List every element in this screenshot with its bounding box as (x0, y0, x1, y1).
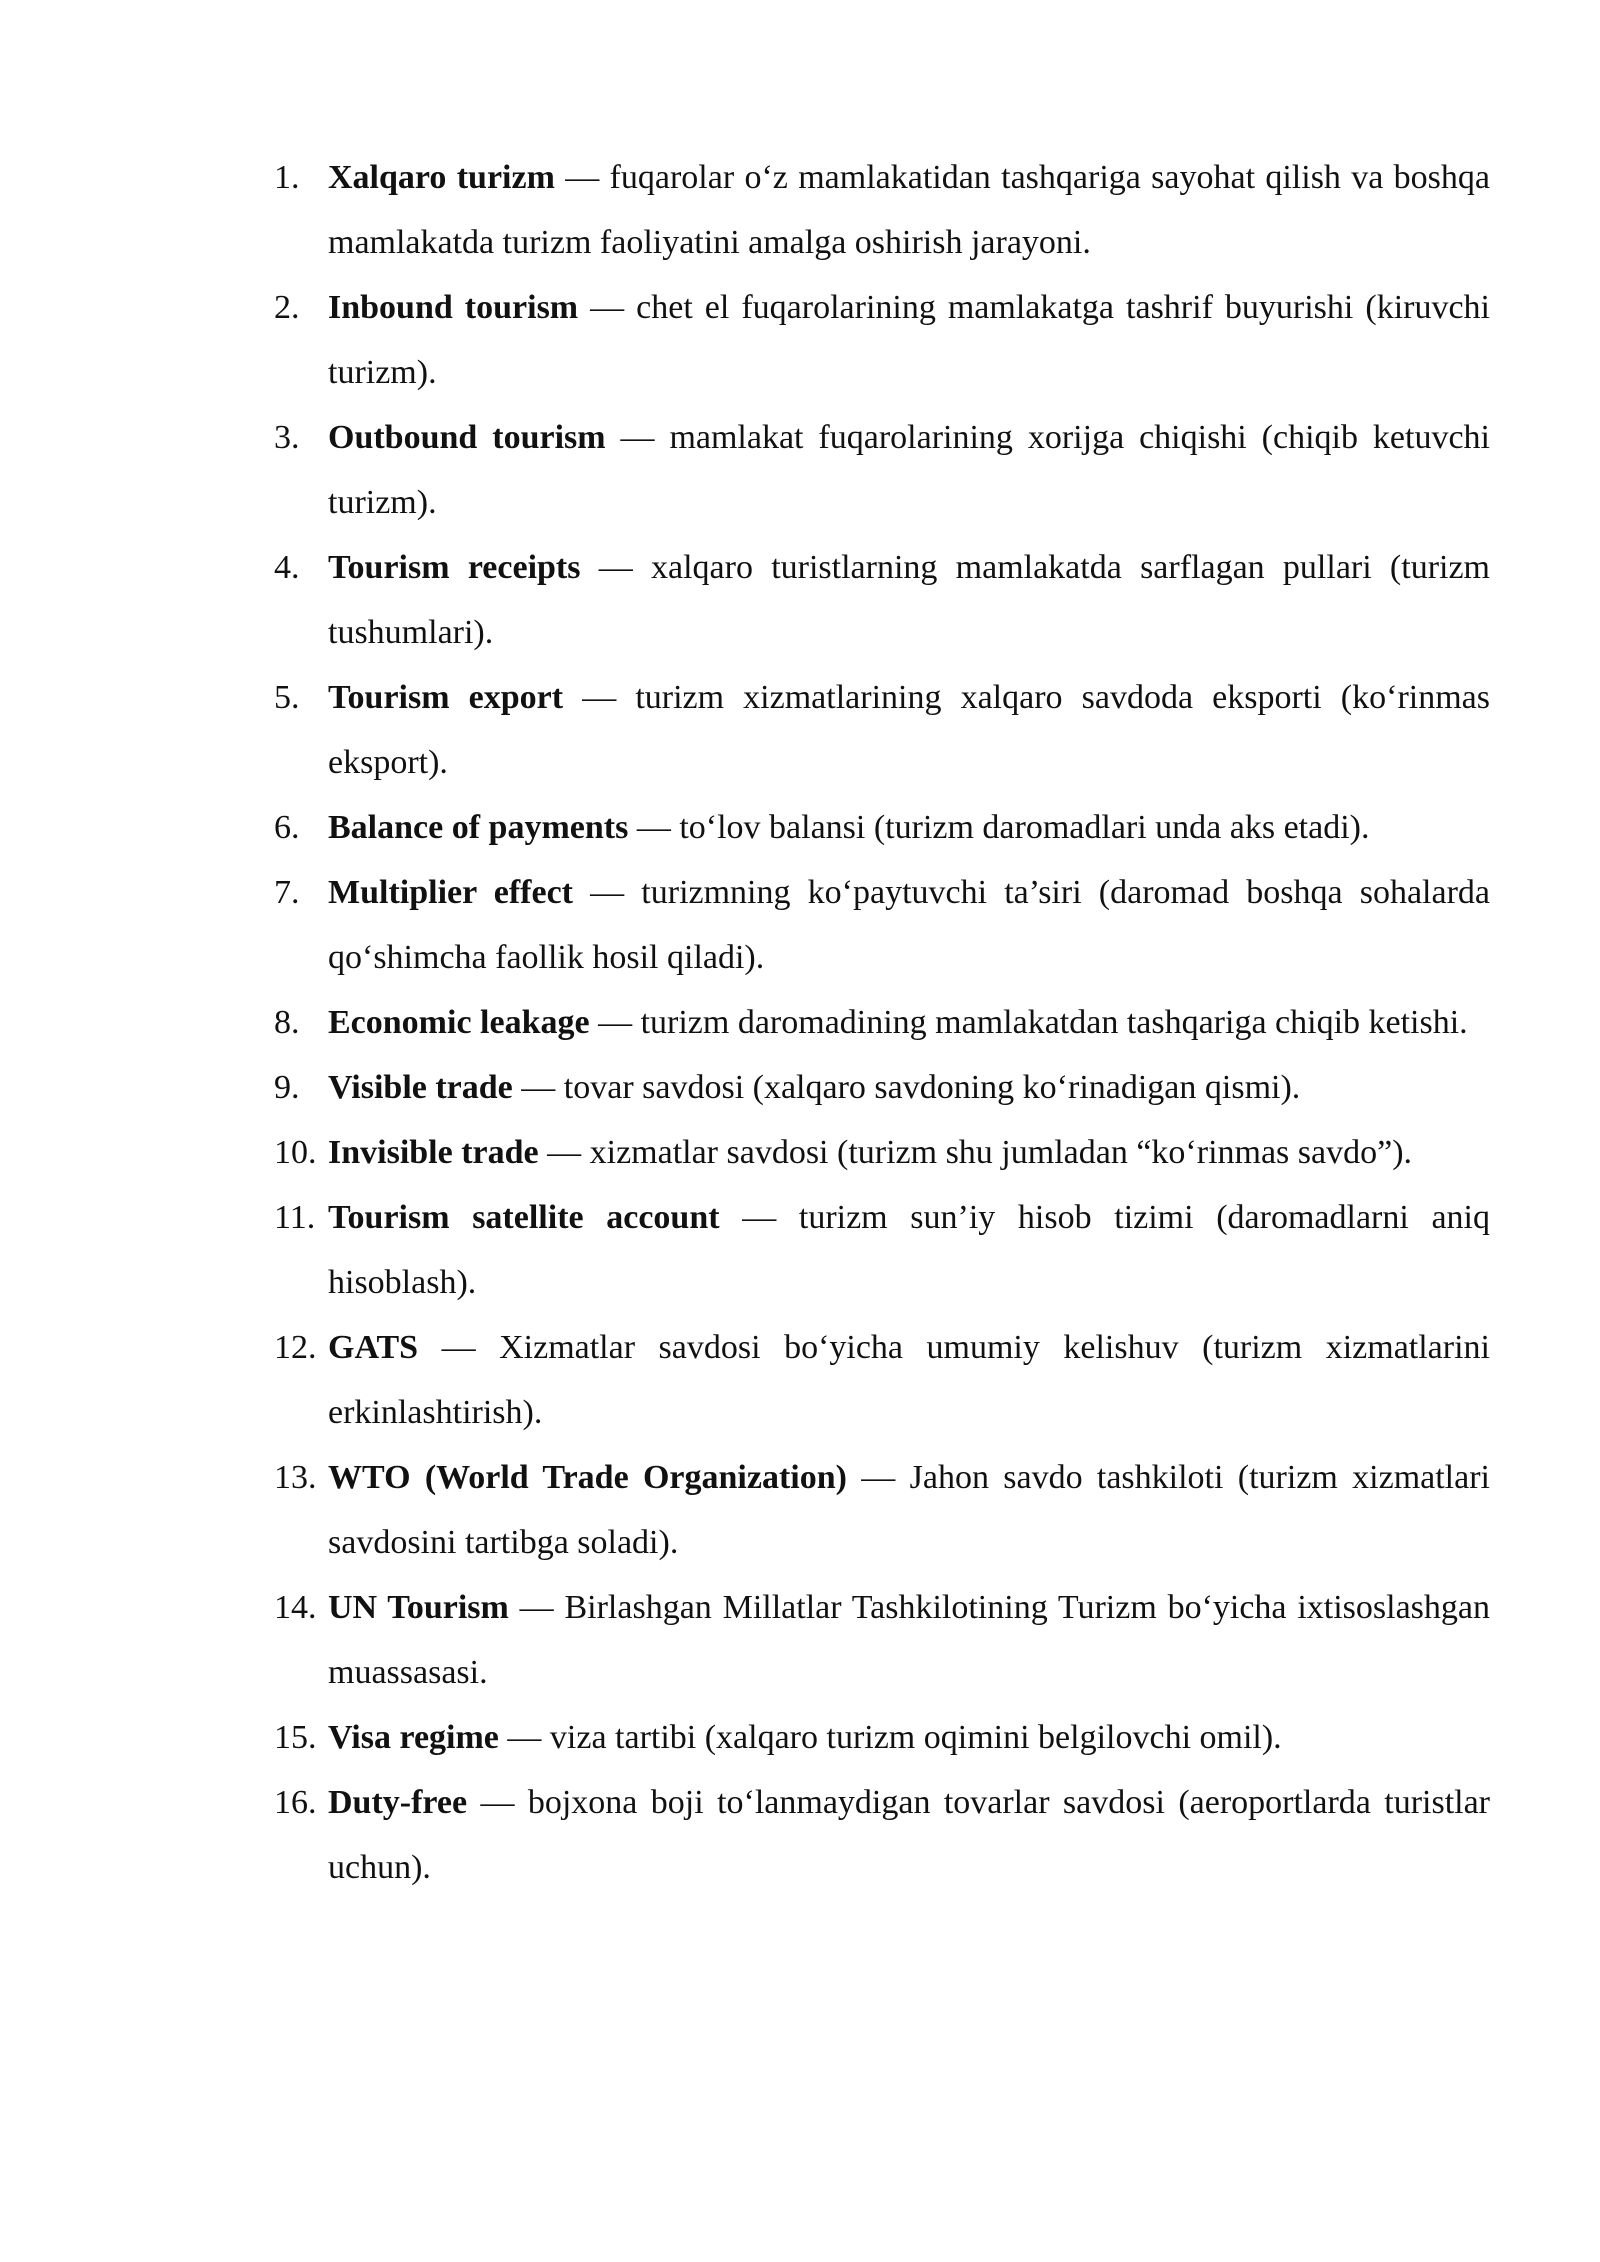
item-number: 16. (274, 1784, 317, 1821)
term-definition: — Xizmatlar savdosi bo‘yicha umumiy kelishuv (turizm xizmatlarini erkinlashtirish). (328, 1329, 1490, 1431)
item-number: 2. (274, 289, 300, 326)
term-name: Economic leakage (328, 1004, 590, 1041)
list-item (274, 1055, 1490, 1120)
item-number: 6. (274, 809, 300, 846)
term-name: Visa regime (328, 1719, 499, 1756)
term-name: Outbound tourism (328, 419, 606, 456)
list-item (274, 145, 1490, 275)
item-number: 12. (274, 1329, 317, 1366)
term-definition: — xizmatlar savdosi (turizm shu jumladan “ko‘rinmas savdo”). (538, 1134, 1413, 1171)
term-definition: — xalqaro turistlarning mamlakatda sarflagan pullari (turizm tushumlari). (328, 549, 1491, 651)
term-name: Tourism export (328, 679, 564, 716)
term-name: Inbound tourism (328, 289, 579, 326)
term-definition: — bojxona boji to‘lanmaydigan tovarlar savdosi (aeroportlarda turistlar uchun). (328, 1784, 1490, 1886)
term-definition: — turizm sun’iy hisob tizimi (daromadlarni aniq hisoblash). (328, 1199, 1490, 1301)
list-item (274, 275, 1490, 405)
list-item (274, 1185, 1490, 1315)
list-item (274, 795, 1490, 860)
item-number: 5. (274, 679, 300, 716)
list-item (274, 1705, 1490, 1770)
term-definition: — chet el fuqarolarining mamlakatga tashrif buyurishi (kiruvchi turizm). (328, 289, 1490, 391)
term-name: Duty-free (328, 1784, 468, 1821)
list-item (274, 535, 1490, 665)
item-number: 4. (274, 549, 300, 586)
term-name: WTO (World Trade Organization) (328, 1459, 847, 1496)
term-name: GATS (328, 1329, 419, 1366)
term-definition: — Birlashgan Millatlar Tashkilotining Turizm bo‘yicha ixtisoslashgan muassasasi. (328, 1589, 1490, 1691)
term-name: Xalqaro turizm (328, 159, 555, 196)
list-item (274, 1315, 1490, 1445)
term-name: UN Tourism (328, 1589, 509, 1626)
list-item (274, 1120, 1490, 1185)
item-number: 7. (274, 874, 300, 911)
term-definition: — turizm xizmatlarining xalqaro savdoda eksporti (ko‘rinmas eksport). (328, 679, 1490, 781)
term-name: Tourism receipts (328, 549, 581, 586)
list-item (274, 1575, 1490, 1705)
glossary-list (274, 145, 1490, 1900)
term-definition: — tovar savdosi (xalqaro savdoning ko‘rinadigan qismi). (512, 1069, 1301, 1106)
list-item (274, 665, 1490, 795)
term-definition: — Jahon savdo tashkiloti (turizm xizmatlari savdosini tartibga soladi). (328, 1459, 1490, 1561)
item-number: 1. (274, 159, 300, 196)
term-name: Multiplier effect (328, 874, 573, 911)
item-number: 15. (274, 1719, 317, 1756)
term-definition: — viza tartibi (xalqaro turizm oqimini belgilovchi omil). (498, 1719, 1282, 1756)
term-name: Visible trade (328, 1069, 513, 1106)
item-number: 13. (274, 1459, 317, 1496)
item-number: 10. (274, 1134, 317, 1171)
list-item (274, 405, 1490, 535)
list-item (274, 1770, 1490, 1900)
term-definition: — turizm daromadining mamlakatdan tashqariga chiqib ketishi. (589, 1004, 1468, 1041)
term-definition: — fuqarolar o‘z mamlakatidan tashqariga sayohat qilish va boshqa mamlakatda turizm faoliyatini amalga oshirish jarayoni. (328, 159, 1490, 261)
term-name: Invisible trade (328, 1134, 539, 1171)
item-number: 8. (274, 1004, 300, 1041)
term-definition: — to‘lov balansi (turizm daromadlari unda aks etadi). (628, 809, 1370, 846)
list-item (274, 860, 1490, 990)
term-name: Balance of payments (328, 809, 629, 846)
item-number: 14. (274, 1589, 317, 1626)
item-number: 11. (274, 1199, 316, 1236)
term-name: Tourism satellite account (328, 1199, 720, 1236)
item-number: 3. (274, 419, 300, 456)
list-item (274, 1445, 1490, 1575)
term-definition: — mamlakat fuqarolarining xorijga chiqishi (chiqib ketuvchi turizm). (328, 419, 1490, 521)
term-definition: — turizmning ko‘paytuvchi ta’siri (daromad boshqa sohalarda qo‘shimcha faollik hosil qiladi). (328, 874, 1490, 976)
item-number: 9. (274, 1069, 300, 1106)
list-item (274, 990, 1490, 1055)
